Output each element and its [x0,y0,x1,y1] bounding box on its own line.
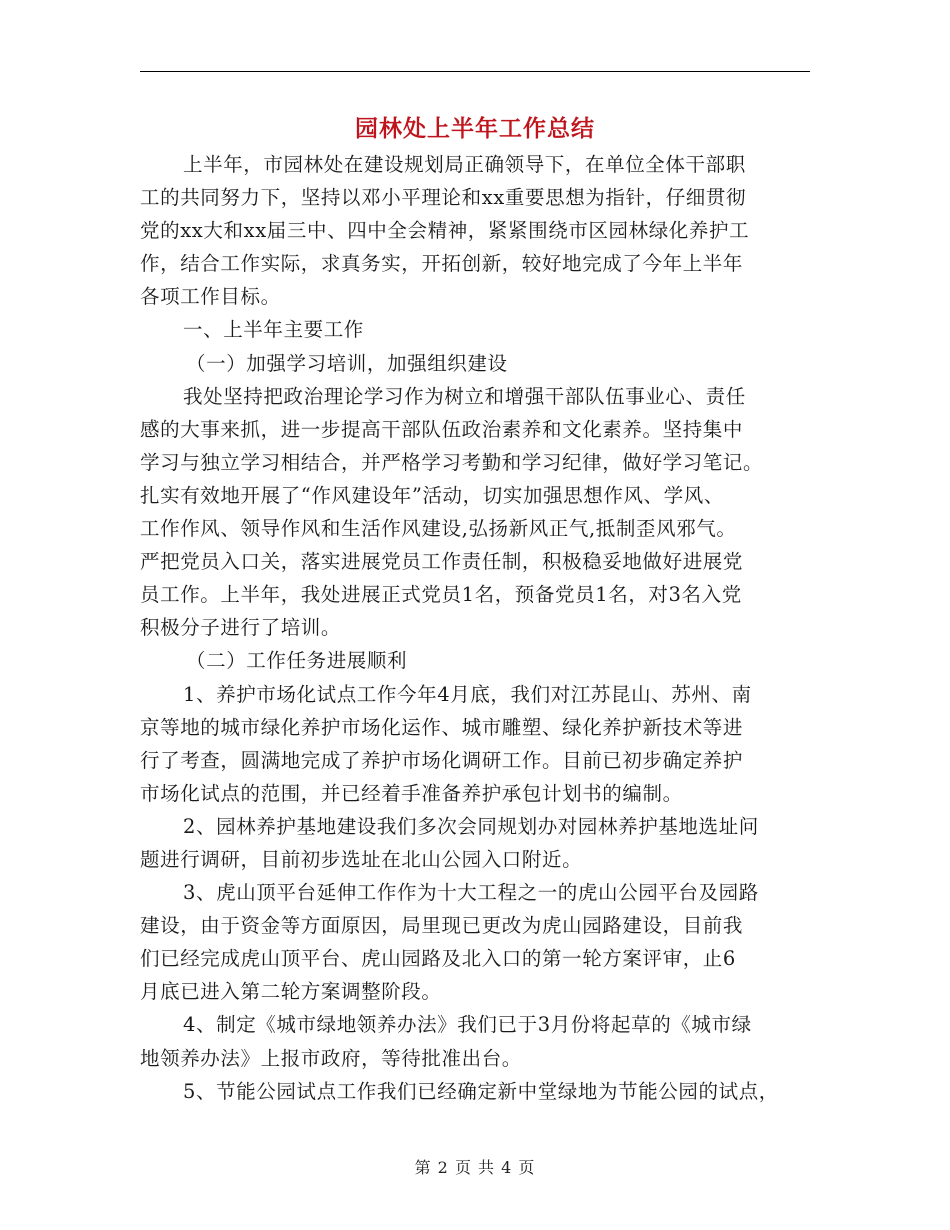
text-line: 市场化试点的范围，并已经着手准备养护承包计划书的编制。 [140,781,683,805]
document-body [140,148,810,1108]
section-heading: 一、上半年主要工作 [183,318,364,342]
text-line: 月底已进入第二轮方案调整阶段。 [140,980,442,1004]
subsection-heading: （一）加强学习培训，加强组织建设 [186,351,508,375]
text-line: 严把党员入口关，落实进展党员工作责任制，积极稳妥地做好进展党 [140,550,744,574]
document-title: 园林处上半年工作总结 [355,115,595,142]
text-line: 我处坚持把政治理论学习作为树立和增强干部队伍事业心、责任 [183,384,746,408]
text-line: 建设，由于资金等方面原因，局里现已更改为虎山园路建设，目前我 [140,914,744,938]
text-line: 2、园林养护基地建设我们多次会同规划办对园林养护基地选址问 [183,814,759,838]
text-line: 作，结合工作实际，求真务实，开拓创新，较好地完成了今年上半年 [140,252,744,276]
subsection-heading: （二）工作任务进展顺利 [186,649,408,673]
text-line: 积极分子进行了培训。 [140,616,342,640]
text-line: 行了考查，圆满地完成了养护市场化调研工作。目前已初步确定养护 [140,748,744,772]
text-line: 各项工作目标。 [140,285,281,309]
text-line: 京等地的城市绿化养护市场化运作、城市雕塑、绿化养护新技术等进 [140,715,744,739]
text-line: 们已经完成虎山顶平台、虎山园路及北入口的第一轮方案评审，止6 [140,947,736,971]
text-line: 4、制定《城市绿地领养办法》我们已于3月份将起草的《城市绿 [183,1013,752,1037]
text-line: 上半年，市园林处在建设规划局正确领导下，在单位全体干部职 [183,153,746,176]
text-line: 3、虎山顶平台延伸工作作为十大工程之一的虎山公园平台及园路 [183,881,759,905]
text-line: 地领养办法》上报市政府，等待批准出台。 [140,1046,522,1070]
text-line: 工的共同努力下，坚持以邓小平理论和xx重要思想为指针，仔细贯彻 [140,186,747,210]
text-line: 员工作。上半年，我处进展正式党员1名，预备党员1名，对3名入党 [140,583,742,607]
text-line: 1、养护市场化试点工作今年4月底，我们对江苏昆山、苏州、南 [183,682,752,706]
text-line: 学习与独立学习相结合，并严格学习考勤和学习纪律，做好学习笔记。 [140,450,764,474]
text-line: 工作作风、领导作风和生活作风建设,弘扬新风正气,抵制歪风邪气。 [140,517,737,541]
text-line: 感的大事来抓，进一步提高干部队伍政治素养和文化素养。坚持集中 [140,417,744,441]
text-line: 党的xx大和xx届三中、四中全会精神，紧紧围绕市区园林绿化养护工 [140,219,750,243]
text-line: 5、节能公园试点工作我们已经确定新中堂绿地为节能公园的试点， [183,1079,779,1103]
header-rule [140,71,810,72]
page-number: 第 2 页 共 4 页 [414,1158,536,1177]
text-line: 题进行调研，目前初步选址在北山公园入口附近。 [140,847,583,871]
text-line: 扎实有效地开展了“作风建设年”活动，切实加强思想作风、学风、 [140,483,724,507]
